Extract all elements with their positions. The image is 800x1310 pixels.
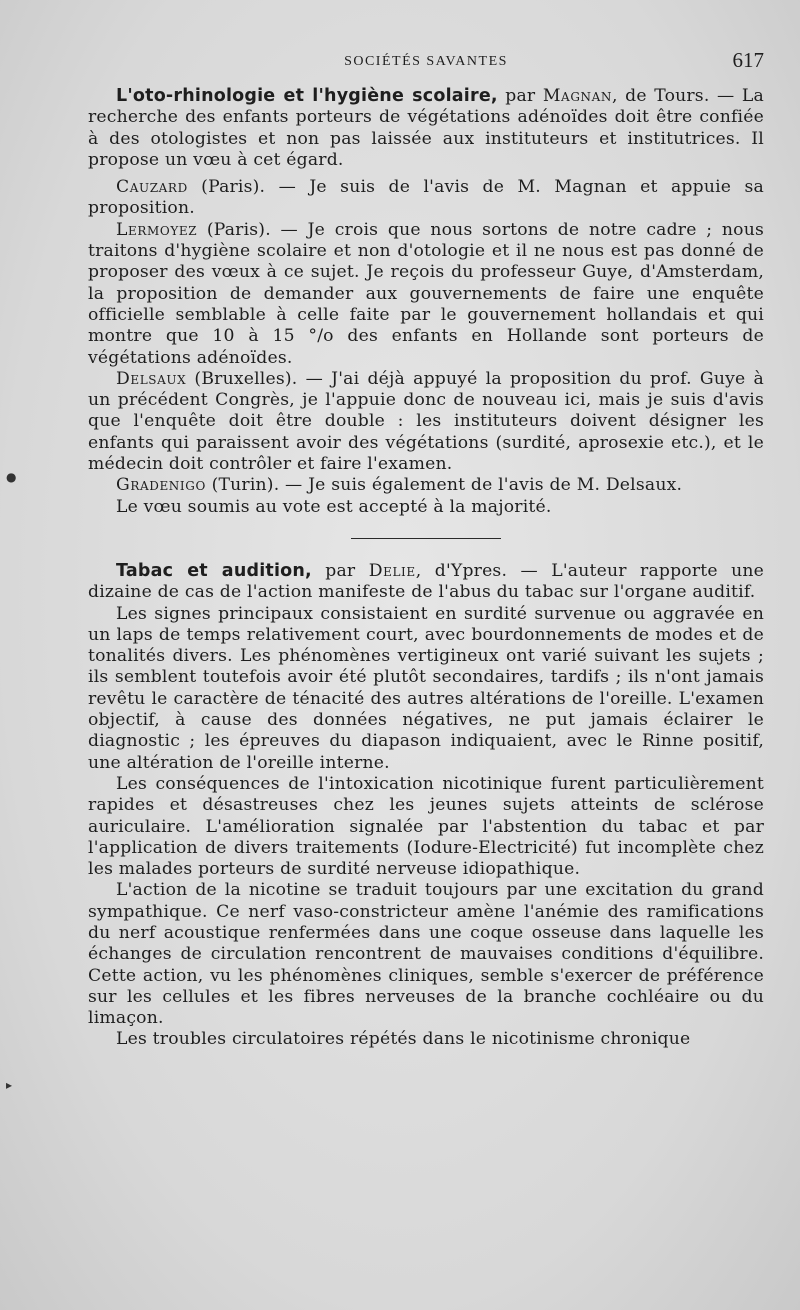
article1-author: Magnan xyxy=(542,86,612,106)
speaker-name: Gradenigo xyxy=(116,475,206,496)
article2-title: Tabac et audition, xyxy=(116,560,312,581)
article2-origin: , d'Ypres. xyxy=(415,560,508,581)
speaker-name: Cauzard xyxy=(116,177,188,198)
speaker-text: (Bruxelles). — J'ai déjà appuyé la proposition du prof. Guye à un précédent Congrès, je l'appuie donc de nouveau ici, mais je suis d'avis que l'enquête doit être double : les instituteurs doivent désigner les enfants qui paraissent avoir des végétations (surdité, aprosexie etc.), et le médecin doit contrôler et faire l'examen. xyxy=(88,368,764,475)
article2-lead xyxy=(88,561,764,604)
article1-body: — La recherche des enfants porteurs de végétations adénoïdes doit être confiée à des otologistes et non pas laissée aux instituteurs et institutrices. Il propose un vœu à cet égard. xyxy=(88,86,764,170)
running-title: SOCIÉTÉS SAVANTES xyxy=(344,54,508,69)
section-divider xyxy=(351,538,501,539)
article1-lead xyxy=(88,86,764,171)
article-tabac-audition xyxy=(88,561,764,1051)
speaker-text: (Turin). — Je suis également de l'avis de M. Delsaux. xyxy=(211,475,683,496)
speaker-text: (Paris). — Je crois que nous sortons de notre cadre ; nous traitons d'hygiène scolaire et non d'otologie et il ne nous est pas donné de proposer des vœux à ce sujet. Je reçois du professeur Guye, d'Amsterdam, la proposition de demander aux gouvernements de faire une enquête officielle semblable à celle faite par le gouvernement hollandais et qui montre que 10 à 15 °/o des enfants en Hollande sont porteurs de végétations adénoïdes. xyxy=(88,219,764,368)
document-page xyxy=(88,46,764,1051)
running-head xyxy=(88,46,764,86)
exchange-cauzard xyxy=(88,177,764,220)
article2-paragraph: Les signes principaux consistaient en surdité survenue ou aggravée en un laps de temps relativement court, avec bourdonnements de modes et de tonalités divers. Les phénomènes vertigineux ont varié suivant les sujets ; ils semblent toutefois avoir été plutôt secondaires, tardifs ; ils n'ont jamais revêtu le caractère de ténacité des autres altérations de l'oreille. L'examen objectif, à cause des données négatives, ne put jamais éclairer le diagnostic ; les épreuves du diapason indiquaient, avec le Rinne positif, une altération de l'oreille interne. xyxy=(88,603,764,773)
article-oto-rhinologie xyxy=(88,86,764,518)
speaker-name: Delsaux xyxy=(116,368,187,389)
exchange-lermoyez xyxy=(88,220,764,369)
exchange-delsaux xyxy=(88,369,764,475)
exchange-gradenigo xyxy=(88,475,764,496)
margin-dot-2: ▸ xyxy=(6,1078,13,1092)
article1-conclusion: Le vœu soumis au vote est accepté à la majorité. xyxy=(116,496,552,517)
article2-paragraph: Les conséquences de l'intoxication nicotinique furent particulièrement rapides et désastreuses chez les jeunes sujets atteints de sclérose auriculaire. L'amélioration signalée par l'abstention du tabac et par l'application de divers traitements (Iodure-Electricité) fut incomplète chez les malades porteurs de surdité nerveuse idiopathique. xyxy=(88,773,764,880)
article2-paragraph: L'action de la nicotine se traduit toujours par une excitation du grand sympathique. Ce nerf vaso-constricteur amène l'anémie des ramifications du nerf acoustique renfermées dans une coque osseuse dans laquelle les échanges de circulation rencontrent de mauvaises conditions d'équilibre. Cette action, vu les phénomènes cliniques, semble s'exercer de préférence sur les cellules et les fibres nerveuses de la branche cochléaire ou du limaçon. xyxy=(88,880,764,1029)
article1-par: par xyxy=(505,86,536,106)
article2-paragraph: Les troubles circulatoires répétés dans le nicotinisme chronique xyxy=(116,1029,691,1050)
article2-intro: — L'auteur rapporte une dizaine de cas de l'action manifeste de l'abus du tabac sur l'organe auditif. xyxy=(88,560,765,603)
speaker-text: (Paris). — Je suis de l'avis de M. Magnan et appuie sa proposition. xyxy=(88,177,764,219)
page-number: 617 xyxy=(732,48,764,72)
article1-origin: , de Tours. xyxy=(611,86,710,106)
margin-dot-1: ● xyxy=(6,470,17,484)
article2-author: Delie xyxy=(368,560,416,581)
article1-title: L'oto-rhinologie et l'hygiène scolaire, xyxy=(116,86,498,106)
article2-par: par xyxy=(325,560,356,581)
speaker-name: Lermoyez xyxy=(116,219,198,240)
